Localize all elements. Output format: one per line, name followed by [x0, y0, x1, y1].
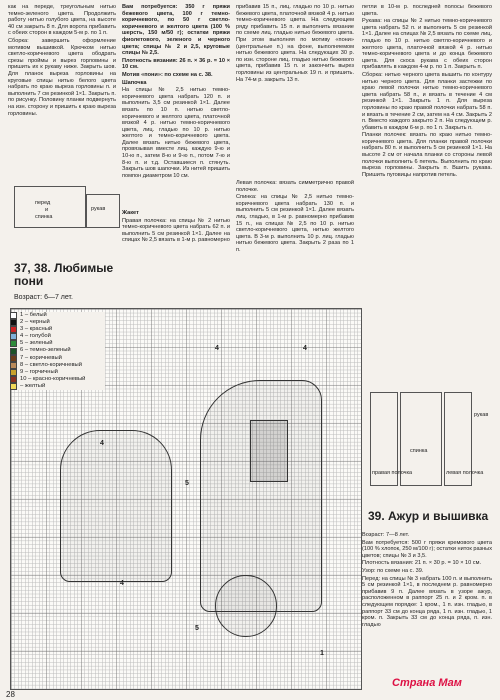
color-swatch — [10, 312, 17, 319]
chart-marker: 5 — [195, 625, 199, 632]
snail-motif — [215, 575, 277, 637]
legend-label: 9 – горчичный — [20, 368, 58, 375]
legend-label: 5 – зеленый — [20, 340, 53, 347]
legend-label: 4 – голубой — [20, 333, 51, 340]
legend-item — [10, 347, 105, 354]
color-swatch — [10, 333, 17, 340]
text-column-4 — [362, 4, 492, 374]
legend-item — [10, 376, 105, 383]
legend-label: 10 – красно-коричневый — [20, 375, 86, 382]
sweater-schema-front — [14, 186, 86, 228]
subheading: Жакет — [122, 210, 139, 216]
butterfly-motif — [250, 420, 288, 482]
paragraph: петли в 10-м р. последней полосы бежевого цвета. — [362, 4, 492, 17]
text-column-5 — [122, 210, 230, 270]
color-legend — [10, 312, 105, 390]
legend-label: 6 – темно-зеленый — [20, 347, 71, 354]
color-swatch — [10, 340, 17, 347]
chart-marker: 4 — [303, 345, 307, 352]
section-title-ponies — [14, 262, 113, 288]
paragraph: Узор: по схеме на с. 39. — [362, 567, 424, 574]
text-column-2 — [122, 4, 230, 182]
legend-item — [10, 355, 105, 362]
chart-marker: 1 — [320, 650, 324, 657]
paragraph: Плотность вязания: 21 п. × 30 р. = 10 × 10 см. — [362, 560, 482, 567]
pony-motif-shape — [60, 430, 172, 582]
paragraph: Рукава: на спицы № 2 нитью темно-коричневого цвета набрать 52 п. и выполнить 5 см резинкой 1×1. Далее на спицах № 2,5 вязать по схеме лиц. гладью по 10 р. нитью светло-коричневого и желтого цвета, платочной вязкой 4 р. нитью темно-коричневого цвета и до конца бежевого цвета. Для скоса рукава с обеих сторон прибавлять в каждом 4-м р. по 1 п. Закрыть п. — [362, 18, 492, 71]
paragraph: Мотив «пони»: по схеме на с. 38. — [122, 71, 213, 78]
legend-label: – желтый — [20, 382, 46, 389]
schema-label: спинка — [410, 448, 428, 454]
paragraph: как на переде, треугольным нитью темно-зеленого цвета. Продолжить работу нитью голубого цвета, на высоте 40 см закрыть 8 п. Для ворота прибавить с обеих сторон в каждом 5-м р. по 1 п. — [8, 4, 116, 37]
paragraph: Плотность вязания: 26 п. × 36 р. = 10 × 10 см. — [122, 57, 230, 71]
color-swatch — [10, 376, 17, 383]
paragraph: прибавив 15 п., лиц. гладью по 10 р. нитью бежевого цвета, платочной вязкой 4 р. нитью темно-коричневого цвета. На следующем ряду прибавить 15 п. и выполнить вязание по схеме лиц. гладью нитью бежевого цвета. При этом выполняя по мотиву «пони» (центральные п.) на фоне, выполняемом нитью бежевого цвета. На следующих 30 р. по изн. стороне лиц. гладью нитью бежевого цвета, прибавив 15 п. и закончить вырез горловины из центральных 19 п. и пришить. На 74-м р. закрыть 13 п. — [236, 4, 354, 83]
schema-label: левая полочка — [446, 470, 484, 476]
pony-motif-shape — [200, 380, 322, 612]
color-swatch — [10, 319, 17, 326]
color-swatch — [10, 326, 17, 333]
legend-label: 2 – черный — [20, 319, 50, 326]
paragraph: Сборка: нитью черного цвета вышить по контуру нитью черного цвета. Для планки застежки по краю левой полочки нитью темно-коричневого цвета набрать 58 п., и вязать в течение 4 см резинкой 1×1. Закрыть 1 п. Для выреза горловины по краю правой полочки набрать 58 п. и вязать в течение 2 см, затем на 4 см. Закрыть 2 п. Вместо каждого закрыто 2 п. На следующем р. убавить в каждом 6-м р. по 1 п. Закрыть п. — [362, 71, 492, 131]
color-swatch — [10, 369, 17, 376]
subheading: Шапочка — [122, 79, 147, 86]
schema-label: рукав — [91, 206, 106, 212]
color-swatch — [10, 383, 17, 390]
chart-marker: 5 — [185, 480, 189, 487]
schema-label: рукав — [474, 412, 489, 418]
title-line: и вышивка — [422, 509, 489, 523]
paragraph: Перед: на спицы № 3 набрать 100 п. и выполнить 5 см резинкой 1×1, в последнем р. равномерно прибавив 9 п. Далее вязать в узоре ажур, расположенном в раппорт 25 п. и 2 кром. п. в следующем порядке: 1 кром., 1 п. изн. гладью, в раппорт 33 см до конца ряда, 1 п. изн. гладью, 1 кром. п. Закрыть 33 см до конца ряда, п. изн. гладью — [362, 575, 492, 628]
legend-label: 1 – белый — [20, 312, 47, 318]
schema-label: перед — [35, 200, 51, 206]
legend-label: 3 – красный — [20, 326, 53, 333]
title-line: пони — [14, 274, 44, 288]
paragraph: Левая полочка: вязать симметрично правой полочке. — [236, 180, 354, 193]
color-swatch — [10, 362, 17, 369]
text-column-7 — [362, 532, 492, 692]
paragraph: На спицы № 2,5 нитью темно-коричневого цвета набрать 120 п. и выполнить 3,5 см резинкой 1×1. Далее вязать по 10 п. нитью светло-коричневого и желтого цвета, платочной вязкой 4 р. нитью темно-коричневого цвета, лиц. гладью по 10 р. нитью желтого и темно-коричневого цвета. Далее вязать нитью бежевого цвета, провязывая вместе лиц. каждую 9-ю и 10-ю п., затем 8-ю и 9-ю п., потом 7-ю и 8-ю п. и т.д. Оставшиеся п. стянуть. Закрыть шов шапочки. Из нитей пришить помпон диаметром 10 см. — [122, 87, 230, 179]
schema-label: и — [45, 207, 49, 213]
page-number: 28 — [6, 690, 15, 699]
legend-label: 8 – светло-коричневый — [20, 361, 82, 368]
text-column-3 — [236, 4, 354, 182]
paragraph: Вам потребуется: 500 г пряжи кремового цвета (100 % хлопок, 250 м/100 г); остатки ниток разных цветов; спицы № 3 и 3,5. — [362, 539, 492, 559]
schema-label: спинка — [35, 214, 53, 220]
paragraph: Возраст: 7—8 лет. — [362, 532, 410, 538]
color-swatch — [10, 348, 17, 355]
age-label: Возраст: 6—7 лет. — [14, 294, 73, 301]
section-title-openwork — [368, 510, 488, 523]
title-line: 37, 38. Любимые — [14, 261, 114, 275]
chart-marker: 4 — [100, 440, 104, 447]
paragraph: Сборка: завершить оформление мотивом вышивкой. Крючком нитью светло-коричневого цвета ободрать срезы проймы и вырез горловины и пришить их к рукаву ниже. Закрыть шов. Для планок выреза горловины на круговые спицы нитью белого цвета набрать по краю выреза горловины п. и выполнить 7 см резинкой 1×1. Закрыть п. по рисунку. Половину планки подвернуть на изн. сторону и пришить к краю выреза горловины. — [8, 37, 116, 117]
title-line: 39. Ажур — [368, 509, 420, 523]
legend-label: 7 – коричневый — [20, 354, 62, 361]
legend-item — [10, 383, 105, 390]
watermark-logo: Страна Мам — [392, 677, 462, 689]
chart-marker: 4 — [215, 345, 219, 352]
schema-label: правая полочка — [372, 470, 413, 476]
color-swatch — [10, 355, 17, 362]
paragraph: Спинка: на спицы № 2,5 нитью темно-коричневого цвета набрать 130 п. и выполнить 5 см резинкой 1×1. Далее вязать лиц. гладью, в 1-м р. равномерно прибавив 15 п., на спицах № 2,5 по 10 р. нитью светло-коричневого цвета, нитью желтого цвета. В 3-м р. выполнить 10 р. лиц. гладью нитью бежевого цвета. Закрыть 2 раза по 1 п. — [236, 194, 354, 253]
paragraph: Планки полочек: вязать по краю нитью темно-коричневого цвета. Для планки правой полочки набрать 80 п. и выполнить 5 см резинкой 1×1. На высоте 2 см от начала планки со стороны левой полочки выполнить 6 петель. Выполнить по краю выреза горловины. Закрыть п. Вшить рукава. Пришить пуговицы напротив петель. — [362, 132, 492, 178]
text-column-6 — [236, 180, 354, 275]
text-column-1 — [8, 4, 116, 182]
paragraph: Вам потребуется: 350 г пряжи бежевого цвета, 100 г темно-коричневого, по 50 г светло-коричневого и желтого цвета (100 % шерсть, 150 м/50 г); остатки пряжи фиолетового, зеленого и черного цвета; спицы № 2 и 2,5, круговые спицы № 2,5. — [122, 4, 230, 57]
chart-marker: 4 — [120, 580, 124, 587]
legend-item — [10, 362, 105, 369]
paragraph: Правая полочка: на спицы № 2 нитью темно-коричневого цвета набрать 62 п. и выполнить 5 см резинкой 1×1. Далее на спицах № 2,5 вязать в 1-м р. равномерно — [122, 217, 230, 244]
legend-item — [10, 369, 105, 376]
